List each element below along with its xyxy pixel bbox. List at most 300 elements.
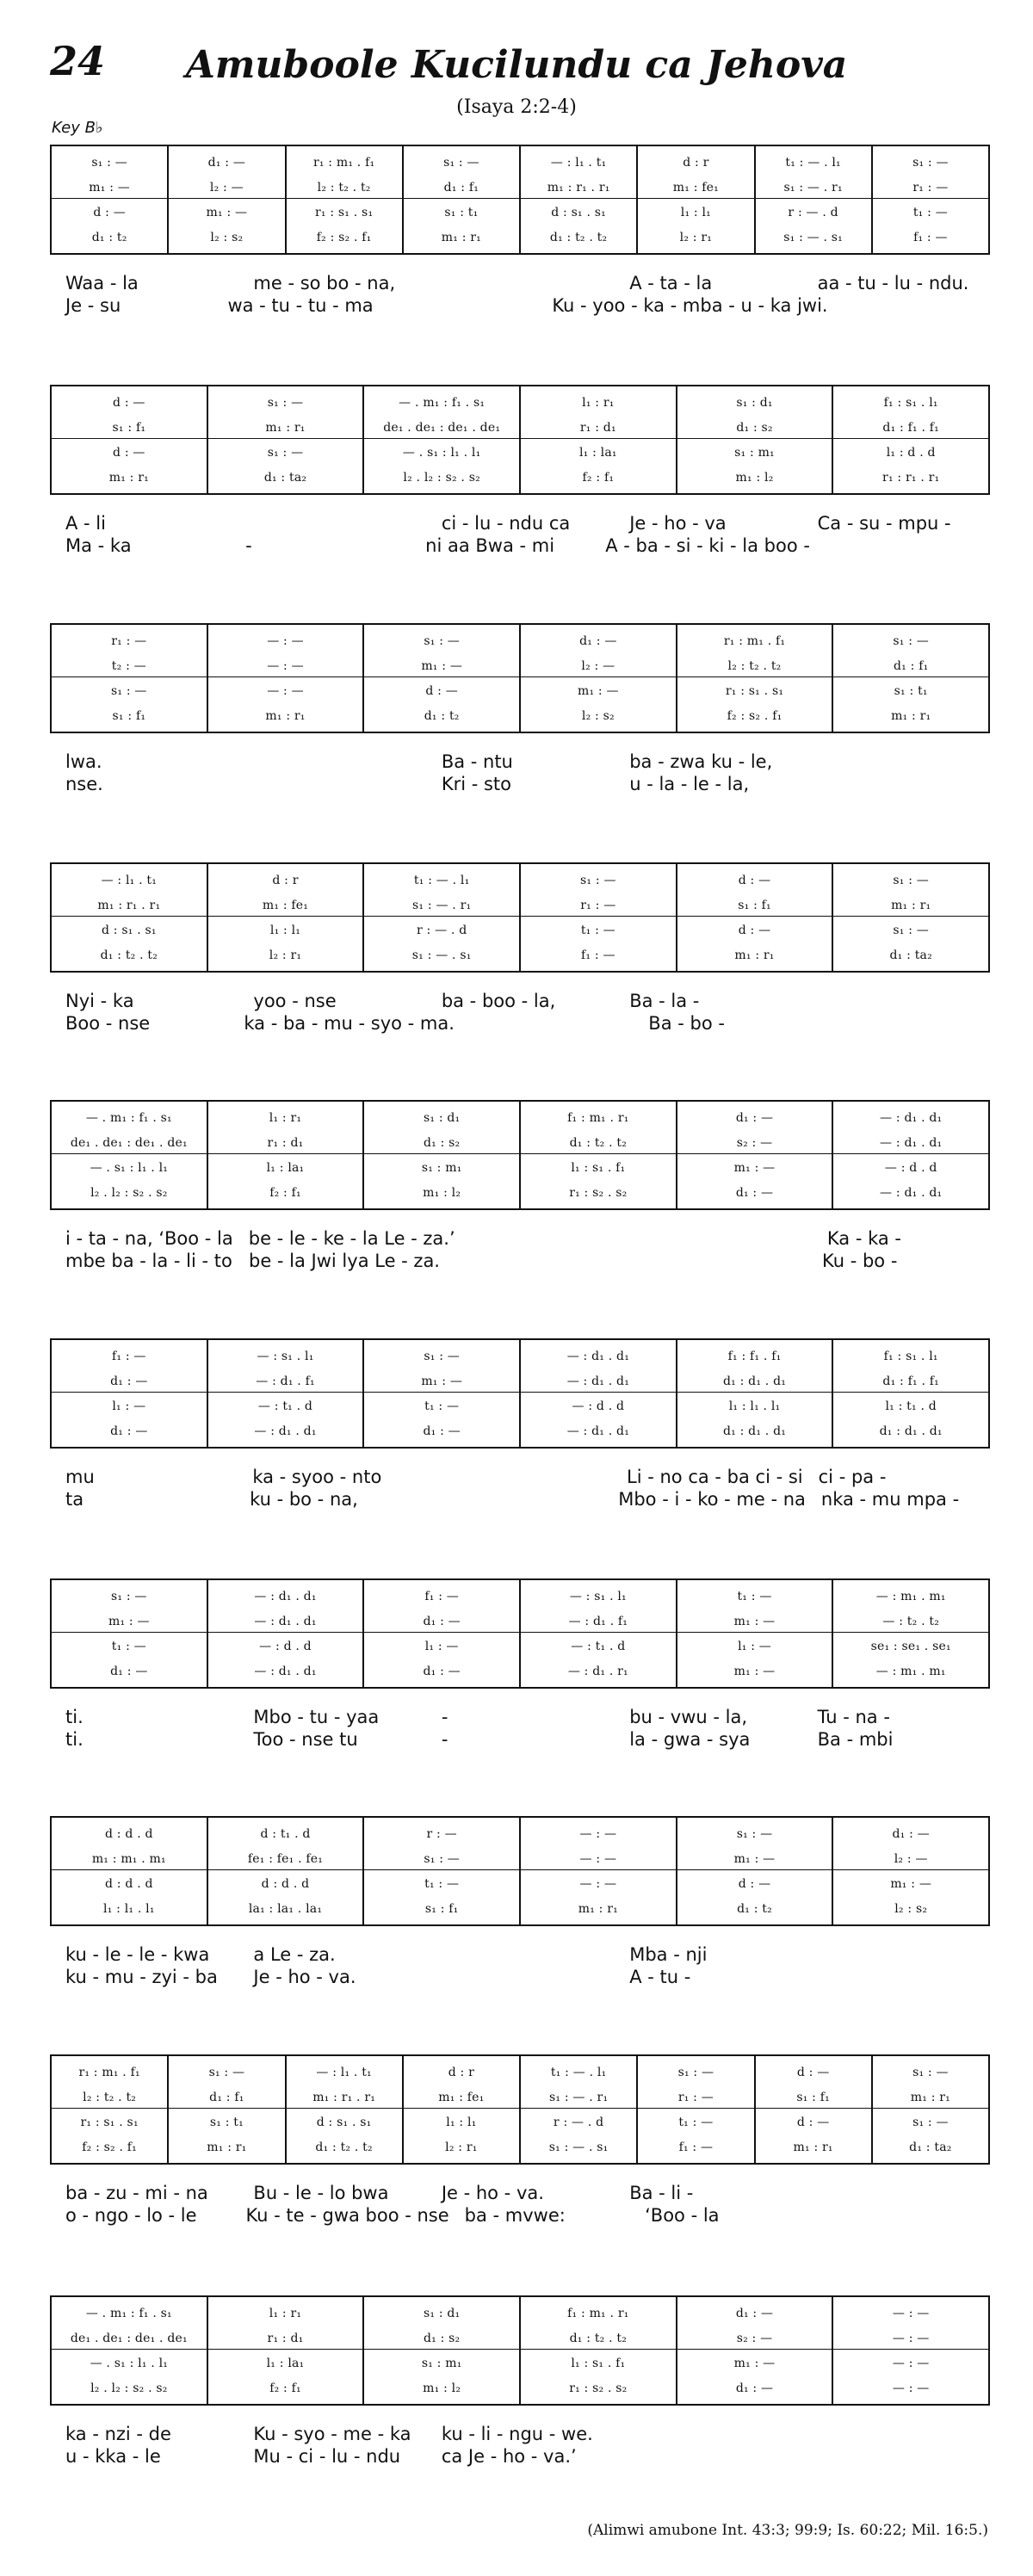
alto-part: — : —: [267, 658, 304, 673]
tenor-part: l₁ : la₁: [266, 1160, 305, 1175]
measure: [677, 1818, 834, 1924]
soprano-part: s₁ : —: [893, 873, 929, 887]
soprano-part: d : —: [738, 873, 771, 887]
lyric-segment: [828, 294, 990, 317]
lyric-segment: [802, 2445, 990, 2468]
lyric-line-verse-2: [50, 773, 990, 795]
alto-part: l₂ : —: [894, 1851, 928, 1866]
tenor-part: m₁ : —: [733, 1160, 776, 1175]
lyric-segment: Kri - sto: [441, 774, 512, 794]
alto-part: d₁ : f₁ . f₁: [882, 1374, 939, 1388]
staff: [50, 145, 990, 255]
lyric-segment: [812, 1012, 990, 1035]
bass-part: f₂ : f₁: [582, 470, 615, 485]
soprano-part: — : —: [579, 1826, 617, 1841]
lyric-segment: ba - mvwe:: [464, 2205, 566, 2226]
tenor-part: — : t₁ . d: [571, 1639, 626, 1653]
lyric-segment: ti.: [65, 1707, 84, 1727]
lyric-segment: ka - syoo - nto: [252, 1467, 382, 1487]
bass-part: d₁ : —: [423, 1424, 461, 1438]
lyrics-block: [50, 1227, 990, 1272]
measure: [208, 2297, 365, 2404]
soprano-part: d₁ : —: [207, 155, 246, 170]
soprano-part: f₁ : m₁ . r₁: [567, 2306, 629, 2320]
soprano-part: — : l₁ . t₁: [101, 873, 158, 887]
tenor-part: — : t₁ . d: [257, 1399, 313, 1413]
alto-part: m₁ : r₁ . r₁: [97, 898, 161, 912]
tenor-part: l₁ : la₁: [578, 445, 617, 460]
lyric-segment: me - so bo - na,: [253, 273, 396, 293]
lyrics-block: [50, 751, 990, 795]
bass-part: m₁ : r₁: [578, 1901, 618, 1916]
alto-part: — : d₁ . f₁: [256, 1374, 315, 1388]
tenor-part: — : —: [892, 2356, 930, 2370]
bass-part: s₁ : — . s₁: [783, 230, 843, 244]
measure: [873, 146, 988, 253]
measure: [208, 625, 365, 732]
lyrics-block: [50, 272, 990, 317]
lyric-segment: Je - ho - va: [629, 513, 727, 534]
lyric-segment: Ca - su - mpu -: [817, 513, 951, 534]
soprano-part: s₁ : —: [912, 2065, 949, 2079]
alto-part: s₁ : — . r₁: [412, 898, 472, 912]
bass-part: f₁ : —: [913, 230, 948, 244]
alto-part: d₁ : —: [423, 1614, 461, 1628]
measure: [287, 146, 404, 253]
lyric-segment: [802, 773, 990, 795]
measure: [364, 1818, 521, 1924]
lyric-segment: Tu - na -: [817, 1707, 890, 1727]
tenor-part: l₁ : l₁: [269, 923, 301, 937]
bass-part: l₂ : r₁: [269, 948, 302, 962]
soprano-part: — : l₁ . t₁: [316, 2065, 372, 2079]
bass-part: m₁ : l₂: [735, 470, 774, 485]
bass-part: l₂ : s₂: [581, 708, 615, 723]
tenor-part: s₁ : —: [111, 683, 147, 698]
alto-part: de₁ . de₁ : de₁ . de₁: [70, 1135, 188, 1150]
lyric-segment: Waa - la: [65, 273, 139, 293]
bass-part: d₁ : t₂ . t₂: [315, 2140, 373, 2154]
lyric-segment: Li - no ca - ba ci - si: [627, 1467, 803, 1487]
bass-part: l₂ . l₂ : s₂ . s₂: [90, 1185, 168, 1200]
lyric-segment: nka - mu mpa -: [820, 1489, 960, 1510]
tenor-part: d : —: [738, 923, 771, 937]
measure: [521, 146, 638, 253]
alto-part: t₂ : —: [111, 658, 146, 673]
lyrics-block: [50, 1466, 990, 1510]
alto-part: m₁ : r₁: [891, 898, 931, 912]
tenor-part: — : —: [267, 683, 304, 698]
measure: [638, 2056, 755, 2163]
soprano-part: f₁ : —: [112, 1349, 146, 1363]
lyric-segment: Bu - le - lo bwa: [253, 2183, 389, 2203]
lyric-segment: -: [441, 1729, 448, 1750]
alto-part: de₁ . de₁ : de₁ . de₁: [70, 2331, 188, 2345]
bass-part: l₂ : s₂: [894, 1901, 928, 1916]
alto-part: — : d₁ . d₁: [880, 1135, 943, 1150]
lyric-line-verse-2: [50, 1728, 990, 1751]
bass-part: f₂ : s₂ . f₁: [82, 2140, 137, 2154]
lyric-segment: aa - tu - lu - ndu.: [817, 273, 969, 293]
alto-part: d₁ : f₁: [443, 180, 479, 195]
lyrics-block: [50, 990, 990, 1035]
lyric-segment: Ka - ka -: [826, 1228, 901, 1249]
tenor-part: d : d . d: [105, 1876, 153, 1891]
tenor-part: s₁ : m₁: [734, 445, 775, 460]
soprano-part: r₁ : —: [111, 633, 147, 648]
soprano-part: — : d₁ . d₁: [880, 1110, 943, 1125]
alto-part: s₁ : — . r₁: [783, 180, 843, 195]
measure: [521, 2297, 677, 2404]
alto-part: d₁ : s₂: [423, 1135, 461, 1150]
soprano-part: — : s₁ . l₁: [569, 1589, 627, 1603]
lyric-segment: Ba - ntu: [441, 751, 513, 772]
tenor-part: l₁ : s₁ . f₁: [571, 1160, 626, 1175]
song-title: Amuboole Kucilundu ca Jehova: [185, 43, 848, 87]
measure: [169, 2056, 286, 2163]
tenor-part: l₁ : l₁: [446, 2115, 477, 2129]
bass-part: d₁ : —: [735, 2381, 774, 2395]
tenor-part: — : d . d: [259, 1639, 312, 1653]
lyric-line-verse-1: [50, 1227, 990, 1250]
lyric-segment: A - tu -: [629, 1967, 691, 1987]
footnote: (Alimwi amubone Int. 43:3; 99:9; Is. 60:22; Mil. 16:5.): [587, 2522, 988, 2539]
tenor-part: — : d . d: [884, 1160, 937, 1175]
tenor-part: d : —: [738, 1876, 771, 1891]
lyric-line-verse-1: [50, 272, 990, 294]
bass-part: l₂ . l₂ : s₂ . s₂: [90, 2381, 168, 2395]
lyric-segment: Ba - bo -: [648, 1013, 725, 1034]
lyric-segment: Mbo - tu - yaa: [253, 1707, 380, 1727]
lyric-segment: [238, 773, 425, 795]
measure: [521, 1818, 677, 1924]
lyric-segment: [426, 1943, 614, 1966]
soprano-part: d : t₁ . d: [260, 1826, 311, 1841]
bass-part: — : d₁ . d₁: [254, 1664, 317, 1678]
lyric-segment: ka - ba - mu - syo - ma.: [244, 1013, 455, 1034]
soprano-part: f₁ : m₁ . r₁: [567, 1110, 629, 1125]
lyric-line-verse-2: [50, 534, 990, 557]
bass-part: s₁ : f₁: [112, 708, 146, 723]
staff: [50, 1338, 990, 1449]
lyric-segment: mbe ba - la - li - to: [65, 1251, 232, 1271]
key-signature: Key B♭: [52, 119, 103, 137]
tenor-part: l₁ : —: [112, 1399, 146, 1413]
lyric-segment: [426, 272, 614, 294]
tenor-part: d : —: [93, 205, 126, 219]
lyric-segment: -: [245, 535, 252, 556]
soprano-part: — : d₁ . d₁: [566, 1349, 630, 1363]
alto-part: s₂ : —: [736, 1135, 773, 1150]
lyric-segment: [418, 1488, 603, 1510]
scripture-reference: (Isaya 2:2-4): [456, 96, 577, 118]
tenor-part: d : —: [113, 445, 145, 460]
measure: [287, 2056, 404, 2163]
tenor-part: r₁ : s₁ . s₁: [314, 205, 374, 219]
lyric-segment: Ba - la -: [629, 991, 700, 1011]
soprano-part: s₁ : —: [91, 155, 127, 170]
lyric-segment: nse.: [65, 774, 103, 794]
alto-part: m₁ : —: [733, 1614, 776, 1628]
alto-part: s₁ : f₁: [796, 2090, 830, 2104]
soprano-part: s₁ : —: [580, 873, 616, 887]
soprano-part: s₁ : —: [912, 155, 949, 170]
alto-part: d₁ : s₂: [423, 2331, 461, 2345]
bass-part: d₁ : ta₂: [909, 2140, 952, 2154]
measure: [521, 1580, 677, 1687]
lyric-segment: Ma - ka: [65, 535, 132, 556]
soprano-part: d : r: [683, 155, 709, 170]
song-number: 24: [50, 38, 106, 84]
staff: [50, 862, 990, 973]
alto-part: — : —: [892, 2331, 930, 2345]
soprano-part: d₁ : —: [579, 633, 617, 648]
soprano-part: d : —: [796, 2065, 830, 2079]
lyric-segment: Mba - nji: [629, 1944, 708, 1965]
tenor-part: s₁ : t₁: [444, 205, 479, 219]
soprano-part: s₁ : —: [893, 633, 929, 648]
tenor-part: s₁ : t₁: [894, 683, 928, 698]
measure: [208, 864, 365, 971]
lyric-segment: Je - ho - va.: [253, 1967, 356, 1987]
lyric-segment: [614, 2423, 801, 2445]
measure: [756, 146, 873, 253]
lyric-line-verse-1: [50, 1706, 990, 1728]
lyric-segment: [634, 1227, 812, 1250]
tenor-part: l₁ : l₁: [680, 205, 711, 219]
bass-part: — : —: [892, 2381, 930, 2395]
lyric-segment: ku - li - ngu - we.: [441, 2424, 593, 2444]
lyric-segment: [802, 1943, 990, 1966]
alto-part: s₁ : — . r₁: [548, 2090, 609, 2104]
lyric-segment: Je - su: [65, 295, 121, 316]
bass-part: m₁ : l₂: [423, 1185, 461, 1200]
bass-part: m₁ : r₁: [265, 708, 306, 723]
lyric-segment: [424, 1466, 611, 1488]
measure: [208, 1818, 365, 1924]
tenor-part: d : d . d: [261, 1876, 310, 1891]
tenor-part: d : s₁ . s₁: [551, 205, 606, 219]
lyric-segment: ni aa Bwa - mi: [425, 535, 555, 556]
lyrics-block: [50, 1706, 990, 1751]
measure: [364, 625, 521, 732]
alto-part: m₁ : r₁: [265, 420, 306, 435]
alto-part: m₁ : —: [421, 658, 463, 673]
alto-part: d₁ : f₁: [209, 2090, 244, 2104]
lyric-segment: Nyi - ka: [65, 991, 134, 1011]
measure: [677, 1102, 834, 1208]
lyrics-block: [50, 2423, 990, 2468]
lyrics-block: [50, 512, 990, 557]
bass-part: m₁ : r₁: [793, 2140, 833, 2154]
alto-part: d₁ : s₂: [736, 420, 773, 435]
lyric-segment: [455, 1227, 634, 1250]
measure: [364, 1580, 521, 1687]
bass-part: l₂ : r₁: [445, 2140, 478, 2154]
lyric-segment: Ba - li -: [629, 2183, 694, 2203]
alto-part: r₁ : d₁: [267, 1135, 304, 1150]
soprano-part: f₁ : s₁ . l₁: [883, 395, 938, 410]
lyric-segment: ta: [65, 1489, 84, 1510]
measure: [638, 146, 755, 253]
soprano-part: t₁ : —: [737, 1589, 772, 1603]
tenor-part: — . s₁ : l₁ . l₁: [90, 1160, 169, 1175]
measure: [364, 2297, 521, 2404]
staff: [50, 385, 990, 495]
alto-part: d₁ : t₂ . t₂: [569, 1135, 628, 1150]
bass-part: r₁ : r₁ . r₁: [882, 470, 940, 485]
tenor-part: — : d . d: [572, 1399, 625, 1413]
alto-part: m₁ : fe₁: [262, 898, 309, 912]
lyric-segment: Ku - te - gwa boo - nse: [245, 2205, 449, 2226]
lyric-line-verse-2: [50, 2204, 990, 2227]
alto-part: — : d₁ . d₁: [254, 1614, 317, 1628]
soprano-part: d : r: [272, 873, 299, 887]
alto-part: l₂ : —: [581, 658, 615, 673]
bass-part: d₁ : ta₂: [889, 948, 932, 962]
bass-part: r₁ : s₂ . s₂: [569, 2381, 628, 2395]
lyric-segment: be - la Jwi lya Le - za.: [249, 1251, 440, 1271]
alto-part: m₁ : —: [421, 1374, 463, 1388]
staff: [50, 1816, 990, 1926]
measure: [404, 2056, 521, 2163]
soprano-part: r₁ : m₁ . f₁: [312, 155, 375, 170]
alto-part: l₂ : —: [209, 180, 244, 195]
alto-part: d₁ : f₁: [894, 658, 929, 673]
bass-part: d₁ : t₂: [91, 230, 127, 244]
soprano-part: d₁ : —: [735, 2306, 774, 2320]
measure: [521, 2056, 638, 2163]
bass-part: l₂ : r₁: [679, 230, 713, 244]
staff: [50, 623, 990, 733]
lyric-line-verse-1: [50, 751, 990, 773]
soprano-part: l₁ : r₁: [269, 2306, 302, 2320]
soprano-part: s₁ : —: [677, 2065, 714, 2079]
alto-part: r₁ : d₁: [579, 420, 616, 435]
lyric-segment: be - le - ke - la Le - za.’: [248, 1228, 455, 1249]
measure: [521, 386, 677, 493]
alto-part: l₂ : t₂ . t₂: [83, 2090, 137, 2104]
alto-part: s₁ : f₁: [112, 420, 146, 435]
bass-part: d₁ : —: [110, 1424, 148, 1438]
tenor-part: — . s₁ : l₁ . l₁: [90, 2356, 169, 2370]
soprano-part: — : —: [892, 2306, 930, 2320]
bass-part: d₁ : —: [423, 1664, 461, 1678]
bass-part: — : d₁ . d₁: [254, 1424, 317, 1438]
tenor-part: l₁ : —: [424, 1639, 459, 1653]
soprano-part: — . m₁ : f₁ . s₁: [85, 1110, 172, 1125]
soprano-part: s₁ : —: [111, 1589, 147, 1603]
lyric-segment: mu: [65, 1467, 95, 1487]
tenor-part: l₁ : s₁ . f₁: [571, 2356, 626, 2370]
lyric-segment: i - ta - na, ‘Boo - la: [65, 1228, 233, 1249]
bass-part: f₁ : —: [678, 2140, 714, 2154]
bass-part: la₁ : la₁ . la₁: [248, 1901, 323, 1916]
soprano-part: s₁ : d₁: [423, 2306, 461, 2320]
bass-part: f₂ : s₂ . f₁: [316, 230, 372, 244]
bass-part: s₁ : f₁: [424, 1901, 459, 1916]
bass-part: m₁ : r₁: [891, 708, 931, 723]
bass-part: d₁ : t₂: [737, 1901, 772, 1916]
tenor-part: — : —: [579, 1876, 617, 1891]
measure: [52, 2297, 208, 2404]
measure: [756, 2056, 873, 2163]
alto-part: m₁ : fe₁: [438, 2090, 485, 2104]
tenor-part: l₁ : d . d: [886, 445, 936, 460]
measure: [833, 864, 988, 971]
soprano-part: s₁ : —: [443, 155, 479, 170]
tenor-part: m₁ : —: [890, 1876, 932, 1891]
bass-part: — : m₁ . m₁: [875, 1664, 946, 1678]
tenor-part: r₁ : s₁ . s₁: [725, 683, 784, 698]
soprano-part: — : d₁ . d₁: [254, 1589, 317, 1603]
soprano-part: d : r: [448, 2065, 475, 2079]
soprano-part: s₁ : —: [424, 1349, 460, 1363]
lyric-segment: ci - pa -: [818, 1467, 887, 1487]
measure: [521, 1340, 677, 1447]
alto-part: l₂ : t₂ . t₂: [317, 180, 371, 195]
lyric-segment: bu - vwu - la,: [629, 1707, 748, 1727]
alto-part: d₁ : t₂ . t₂: [569, 2331, 628, 2345]
lyric-line-verse-2: [50, 1012, 990, 1035]
lyric-segment: [802, 1966, 990, 1988]
tenor-part: t₁ : —: [580, 923, 615, 937]
alto-part: r₁ : —: [677, 2090, 714, 2104]
soprano-part: s₁ : —: [736, 1826, 773, 1841]
lyric-segment: Mu - ci - lu - ndu: [253, 2446, 401, 2467]
bass-part: f₂ : f₁: [269, 1185, 301, 1200]
lyric-segment: [440, 1250, 623, 1272]
lyric-segment: ci - lu - ndu ca: [441, 513, 571, 534]
lyric-line-verse-1: [50, 1466, 990, 1488]
measure: [873, 2056, 988, 2163]
lyric-segment: Ku - syo - me - ka: [253, 2424, 411, 2444]
tenor-part: d : —: [425, 683, 458, 698]
measure: [833, 1580, 988, 1687]
lyric-segment: A - ta - la: [629, 273, 713, 293]
measure: [521, 625, 677, 732]
bass-part: m₁ : r₁: [734, 948, 775, 962]
staff: [50, 2295, 990, 2406]
soprano-part: s₁ : —: [208, 2065, 245, 2079]
alto-part: m₁ : r₁ . r₁: [312, 2090, 376, 2104]
lyric-line-verse-2: [50, 2445, 990, 2468]
tenor-part: l₁ : t₁ . d: [885, 1399, 937, 1413]
bass-part: d₁ : d₁ . d₁: [722, 1424, 787, 1438]
soprano-part: — : l₁ . t₁: [550, 155, 607, 170]
lyric-segment: yoo - nse: [253, 991, 337, 1011]
bass-part: d₁ : t₂ . t₂: [549, 230, 608, 244]
lyric-segment: Too - nse tu: [253, 1729, 358, 1750]
bass-part: f₂ : f₁: [269, 2381, 301, 2395]
soprano-part: f₁ : s₁ . l₁: [883, 1349, 938, 1363]
alto-part: m₁ : r₁ . r₁: [547, 180, 610, 195]
lyric-segment: [810, 2204, 990, 2227]
lyric-segment: lwa.: [65, 751, 102, 772]
tenor-part: t₁ : —: [912, 205, 948, 219]
alto-part: m₁ : —: [108, 1614, 150, 1628]
bass-part: m₁ : —: [733, 1664, 776, 1678]
measure: [364, 1102, 521, 1208]
soprano-part: t₁ : — . l₁: [550, 2065, 607, 2079]
measure: [208, 386, 365, 493]
bass-part: m₁ : r₁: [441, 230, 481, 244]
lyric-segment: [802, 2182, 990, 2204]
tenor-part: t₁ : —: [111, 1639, 146, 1653]
lyric-line-verse-2: [50, 1488, 990, 1510]
alto-part: m₁ : —: [733, 1851, 776, 1866]
bass-part: d₁ : t₂ . t₂: [100, 948, 158, 962]
